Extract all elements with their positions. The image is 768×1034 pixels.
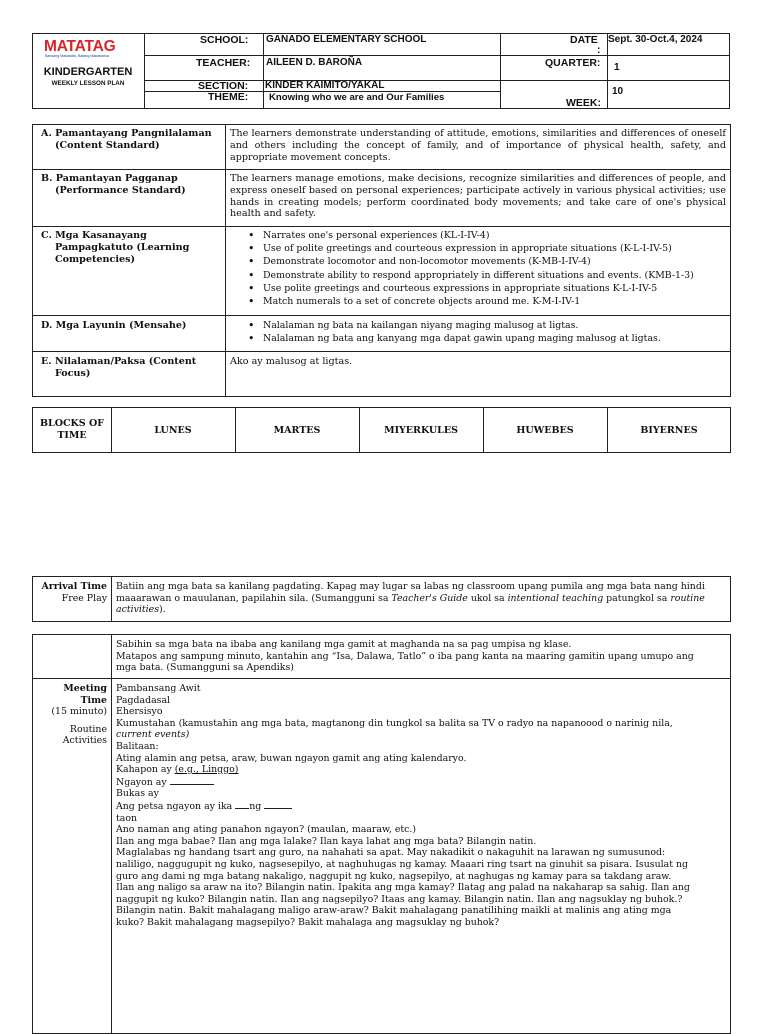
content-focus-text: Ako ay malusog at ligtas.: [230, 356, 353, 367]
list-item: • Match numerals to a set of concrete objects around me. K-M-I-IV-1: [245, 295, 694, 308]
content-focus-label: E. Nilalaman/Paksa (Content Focus): [41, 356, 197, 379]
week-label: WEEK:: [566, 97, 601, 109]
list-item: Ano naman ang ating panahon ngayon? (maulan, maaraw, etc.): [116, 824, 417, 836]
content-standard-text: The learners demonstrate understanding of attitude, emotions, similarities and differences of oneself and others including the concept of family, and of importance of physical health, safety, and appropriate movement concepts.: [230, 128, 726, 163]
date-colon: :: [597, 44, 601, 56]
list-item: Bilangin natin. Bakit mahalagang maligo araw-araw? Bakit mahalagang panatilihing maikli at malinis ang ating mga: [116, 905, 672, 917]
list-item: naggupit ng kuko? Bilangin natin. Ilan ang nagsepilyo? Itaas ang kamay. Bilangin natin. Ilan ang nagsuklay ng buhok.?: [116, 893, 683, 905]
objectives-label: D. Mga Layunin (Mensahe): [41, 320, 187, 331]
meeting-intro-text: Sabihin sa mga bata na ibaba ang kanilang mga gamit at maghanda na sa pag umpisa ng klase. Matapos ang sampung minuto, kantahin ang “Isa, Dalawa, Tatlo” o iba pang kanta na maaring gamitin upang umupo ang mga bata. (Sumangguni sa Apendiks): [116, 639, 694, 674]
list-item: Ngayon ay: [116, 776, 690, 789]
date-value: Sept. 30-Oct.4, 2024: [608, 34, 703, 45]
teacher-label: TEACHER:: [196, 57, 251, 69]
list-item: Maglalabas ng handang tsart ang guro, na nahahati sa apat. May nakadikit o nakaguhit na larawan ng sumusunod:: [116, 847, 666, 859]
quarter-value: 1: [614, 62, 620, 73]
list-item: Bukas ay: [116, 788, 159, 800]
day-tuesday-header: MARTES: [273, 425, 321, 436]
logo-tagline: Bansang Makabata, Batang Makabansa: [45, 54, 109, 58]
school-label: SCHOOL:: [200, 34, 249, 46]
list-item: kuko? Bakit mahalagang magsepilyo? Bakit mahalaga ang magsuklay ng buhok?: [116, 916, 500, 928]
theme-value: Knowing who we are and Our Families: [269, 92, 445, 103]
list-item: Ating alamin ang petsa, araw, buwan ngayon gamit ang ating kalendaryo.: [116, 752, 467, 764]
routine-activities-text: [116, 683, 690, 928]
teacher-value: AILEEN D. BAROÑA: [266, 57, 363, 68]
list-item: • Demonstrate ability to respond appropriately in different situations and events. (KMB-1-3): [245, 269, 694, 282]
arrival-time-text: Batiin ang mga bata sa kanilang pagdating. Kapag may lugar sa labas ng classroom upang pumila ang mga bata nang hindi maaarawan o mauulanan, papilahin sila. (Sumangguni sa Teacher's Guide ukol sa intentional teaching patungkol sa routine activities).: [116, 581, 705, 616]
list-item: Pagdadasal: [116, 694, 171, 706]
school-value: GANADO ELEMENTARY SCHOOL: [266, 34, 427, 45]
content-standard-label: A. Pamantayang Pangnilalaman (Content Standard): [41, 128, 212, 151]
list-item: Kahapon ay (e.g., Linggo): [116, 764, 239, 776]
blocks-of-time-header: BLOCKS OF TIME: [40, 418, 104, 441]
meeting-time-label: Meeting Time (15 minuto) Routine Activities: [51, 683, 107, 747]
list-item: Ehersisyo: [116, 706, 163, 718]
arrival-time-label: Arrival Time Free Play: [41, 581, 107, 604]
plan-title: KINDERGARTEN: [43, 66, 133, 78]
list-item: Pambansang Awit: [116, 683, 201, 694]
day-wednesday-header: MIYERKULES: [384, 425, 458, 436]
performance-standard-text: The learners manage emotions, make decisions, recognize similarities and differences of people, and express oneself based on personal experiences; participate actively in various physical activities; use hands in creating models; perform coordinated body movements; and take care of one's physical health and safety.: [230, 173, 726, 220]
list-item: taon: [116, 812, 138, 824]
learning-competencies-list: [245, 229, 694, 308]
matatag-logo: [44, 38, 122, 62]
list-item: Kumustahan (kamustahin ang mga bata, magtanong din tungkol sa balita sa TV o radyo na napanoood o narinig nila,: [116, 717, 673, 729]
section-value: KINDER KAIMITO/YAKAL: [265, 80, 385, 91]
list-item: • Use of polite greetings and courteous expression in appropriate situations (K-L-I-IV-5): [245, 242, 694, 255]
performance-standard-label: B. Pamantayan Pagganap (Performance Standard): [41, 173, 186, 196]
list-item: Ilan ang mga babae? Ilan ang mga lalake? Ilan kaya lahat ang mga bata? Bilangin natin.: [116, 835, 537, 847]
list-item: • Nalalaman ng bata ang kanyang mga dapat gawin upang maging malusog at ligtas.: [245, 332, 661, 345]
list-item: current events): [116, 729, 190, 741]
quarter-label: QUARTER:: [545, 57, 601, 69]
week-value: 10: [612, 86, 624, 97]
list-item: • Demonstrate locomotor and non-locomotor movements (K-MB-I-IV-4): [245, 255, 694, 268]
list-item: guro ang dami ng mga batang nakaligo, naggupit ng kuko, nagsepilyo, at naghugas ng kamay para sa takdang araw.: [116, 870, 672, 882]
plan-subtitle: WEEKLY LESSON PLAN: [51, 80, 125, 87]
section-label: SECTION:: [198, 80, 249, 92]
day-thursday-header: HUWEBES: [516, 425, 574, 436]
theme-label: THEME:: [208, 91, 249, 103]
list-item: • Nalalaman ng bata na kailangan niyang maging malusog at ligtas.: [245, 319, 661, 332]
list-item: • Narrates one's personal experiences (KL-I-IV-4): [245, 229, 694, 242]
day-monday-header: LUNES: [154, 425, 192, 436]
list-item: Ang petsa ngayon ay ika ng: [116, 800, 690, 813]
list-item: Balitaan:: [116, 740, 159, 752]
list-item: naliligo, naggugupit ng kuko, nagsesepilyo, at naghuhugas ng kamay. Maaari ring tsart na ginuhit sa pisara. Isusulat ng: [116, 858, 689, 870]
logo-brand: MATATAG: [44, 38, 116, 55]
list-item: Ilan ang naligo sa araw na ito? Bilangin natin. Ipakita ang mga kamay? Ilatag ang palad na nakaharap sa sahig. Ilan ang: [116, 882, 690, 894]
day-friday-header: BIYERNES: [640, 425, 698, 436]
objectives-list: [245, 319, 661, 345]
list-item: • Use polite greetings and courteous expressions in appropriate situations K-L-I-IV-5: [245, 282, 694, 295]
date-label: DATE: [570, 34, 598, 46]
learning-competencies-label: C. Mga Kasanayang Pampagkatuto (Learning Competencies): [41, 230, 190, 265]
